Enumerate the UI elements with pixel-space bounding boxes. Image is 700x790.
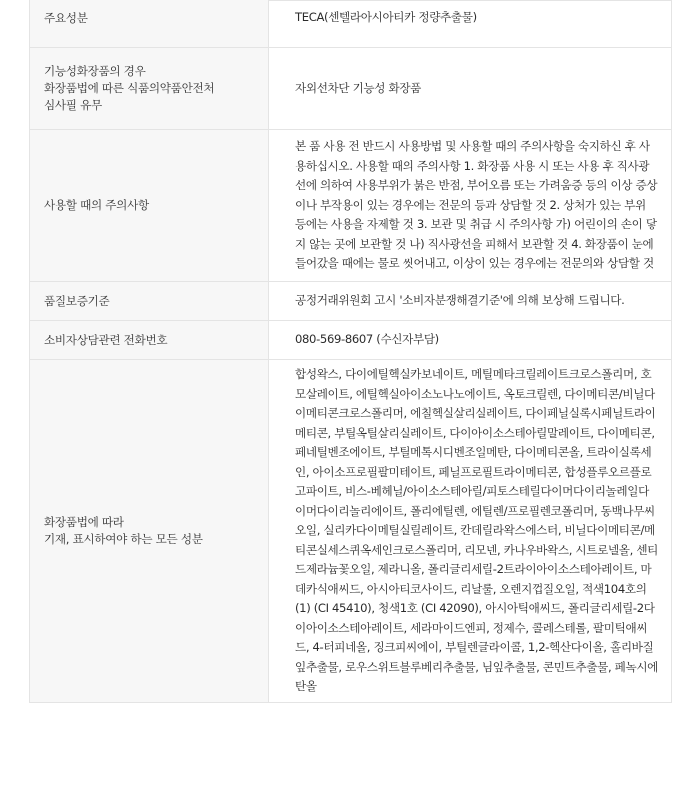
- table-row-precautions: [30, 130, 671, 282]
- table-row-functional-review: [30, 48, 671, 130]
- row-value: [269, 282, 671, 320]
- row-label: 화장품법에 따라 기재, 표시하여야 하는 모든 성분: [30, 360, 269, 702]
- row-label: 기능성화장품의 경우 화장품법에 따른 식품의약품안전처 심사필 유무: [30, 48, 269, 129]
- row-value-text: 080-569-8607 (수신자부담): [295, 332, 439, 347]
- table-row-quality-assurance: [30, 282, 671, 321]
- row-value-text: 합성왁스, 다이에틸헥실카보네이트, 메틸메타크릴레이트크로스폴리머, 호모살레이트, 에틸헥실아이소노나노에이트, 옥토크릴렌, 다이메티콘/비닐다이메티콘크로스폴리머, 에칠헥실살리실레이트, 다이페닐실록시페닐트라이메티콘, 부틸옥틸살리실레이트, 다이아이소스테아릴말레이트, 다이메티콘, 페네틸벤조에이트, 부틸메톡시디벤조일메탄, 다이메티콘올, 트라이실록세인, 아이소프로필팔미테이트, 페닐프로필트라이메티콘, 합성플루오르플로고파이트, 비스-베헤닐/아이소스테아릴/피토스테릴다이머다이리놀레일다이머다이리놀리에이트, 폴리에틸렌, 에틸렌/프로필렌코폴리머, 동백나무씨오일, 실리카다이메틸실릴레이트, 칸데릴라왁스에스터, 비닐다이메티콘/메티콘실세스퀴옥세인크로스폴리머, 리모넨, 카나우바왁스, 시트로넬올, 센티드제라늄꽃오일, 제라니올, 폴리글리세릴-2트라이아이소스테아레이트, 마데카식애씨드, 아시아티코사이드, 리날룰, 오렌지껍질오일, 적색104호의(1) (CI 45410), 청색1호 (CI 42090), 아시아틱애씨드, 폴리글리세릴-2다이아이소스테아레이트, 세라마이드엔피, 정제수, 콜레스테롤, 팔미틱애씨드, 4-터피네올, 징크피씨에이, 부틸렌글라이콜, 1,2-헥산다이올, 홀리바질잎추출물, 로우스위트블루베리추출물, 님잎추출물, 콘민트추출물, 페녹시에탄올: [295, 367, 659, 694]
- product-info-table: [29, 0, 672, 703]
- row-value: [269, 321, 671, 359]
- table-row-main-ingredients: [30, 0, 671, 48]
- row-label: 소비자상담관련 전화번호: [30, 321, 269, 359]
- row-value: [269, 360, 671, 702]
- row-value-text: 공정거래위원회 고시 '소비자분쟁해결기준'에 의해 보상해 드립니다.: [295, 293, 625, 308]
- table-row-consumer-phone: [30, 321, 671, 360]
- row-value: [269, 130, 671, 281]
- table-row-all-ingredients: [30, 360, 671, 703]
- row-value-text: 자외선차단 기능성 화장품: [295, 80, 422, 95]
- row-label: 사용할 때의 주의사항: [30, 130, 269, 281]
- row-value-text: TECA(센텔라아시아티카 정량추출물): [295, 10, 477, 25]
- row-label: 품질보증기준: [30, 282, 269, 320]
- row-value: [269, 48, 671, 129]
- row-value: [269, 0, 671, 47]
- row-value-text: 본 품 사용 전 반드시 사용방법 및 사용할 때의 주의사항을 숙지하신 후 사용하십시오. 사용할 때의 주의사항 1. 화장품 사용 시 또는 사용 후 직사광선에 의하여 사용부위가 붉은 반점, 부어오름 또는 가려움증 등의 이상 증상이나 부작용이 있는 경우에는 전문의 등과 상담할 것 2. 상처가 있는 부위 등에는 사용을 자제할 것 3. 보관 및 취급 시 주의사항 가) 어린이의 손이 닿지 않는 곳에 보관할 것 나) 직사광선을 피해서 보관할 것 4. 화장품이 눈에 들어갔을 때에는 물로 씻어내고, 이상이 있는 경우에는 전문의와 상담할 것: [295, 139, 658, 271]
- row-label: 주요성분: [30, 0, 269, 47]
